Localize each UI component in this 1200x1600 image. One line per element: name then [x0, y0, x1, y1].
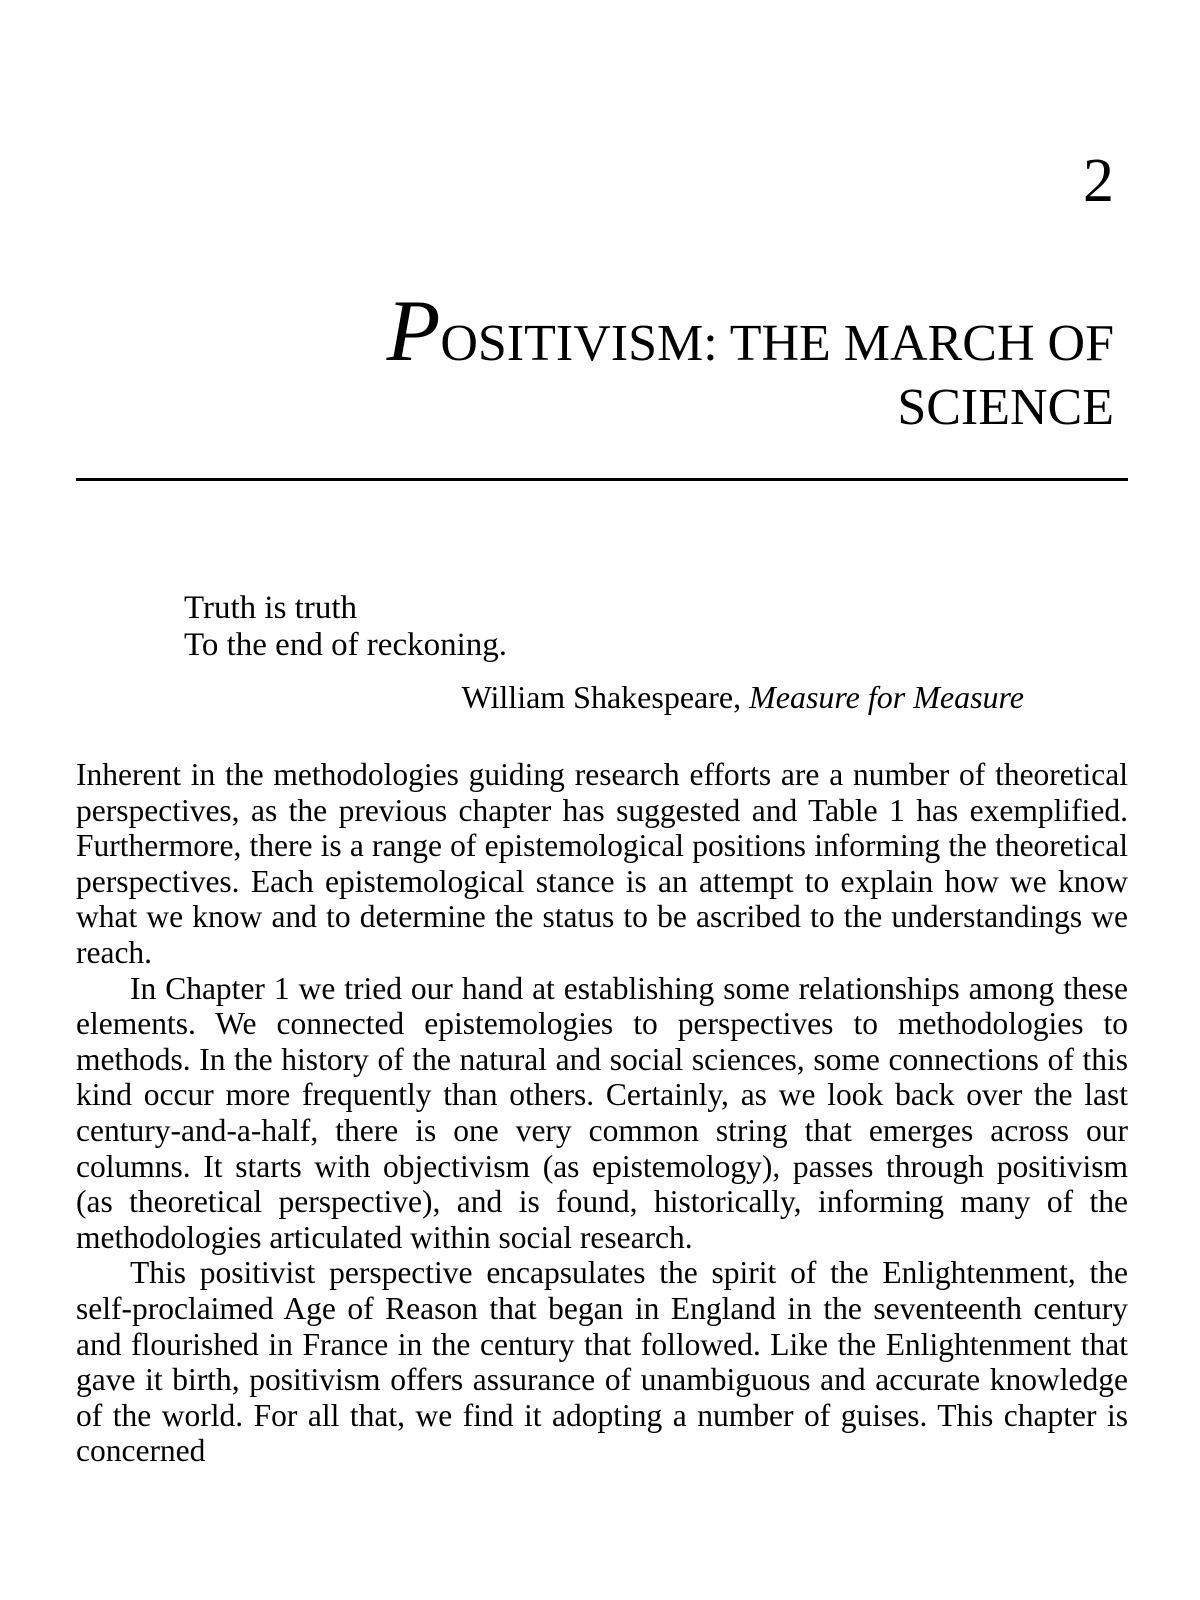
body-text: [76, 757, 1128, 1469]
chapter-title-line1: OSITIVISM: THE MARCH OF: [440, 315, 1114, 372]
epigraph-author: William Shakespeare,: [461, 679, 750, 715]
chapter-title-line2: SCIENCE: [897, 379, 1114, 436]
chapter-title: [214, 283, 1114, 440]
title-rule: [76, 478, 1128, 481]
chapter-title-initial: P: [386, 283, 441, 380]
epigraph-line-1: Truth is truth: [184, 590, 357, 626]
chapter-number: 2: [1083, 147, 1114, 215]
paragraph-2: In Chapter 1 we tried our hand at establishing some relationships among these elements. We connected epistemologies to perspectives to methodologies to methods. In the history of the natural and social sciences, some connections of this kind occur more frequently than others. Certainly, as we look back over the last century-and-a-half, there is one very common string that emerges across our columns. It starts with objectivism (as epistemology), passes through positivism (as theoretical perspective), and is found, historically, informing many of the methodologies articulated within social research.: [76, 970, 1128, 1255]
epigraph-attribution: [462, 679, 1024, 716]
epigraph: [184, 590, 507, 664]
epigraph-work: Measure for Measure: [749, 679, 1024, 715]
epigraph-line-2: To the end of reckoning.: [184, 627, 508, 663]
paragraph-3: This positivist perspective encapsulates the spirit of the Enlightenment, the self-proclaimed Age of Reason that began in England in the seventeenth century and flourished in France in the century that followed. Like the Enlightenment that gave it birth, positivism offers assurance of unambiguous and accurate knowledge of the world. For all that, we find it adopting a number of guises. This chapter is concerned: [76, 1255, 1128, 1469]
paragraph-1: Inherent in the methodologies guiding research efforts are a number of theoretical perspectives, as the previous chapter has suggested and Table 1 has exemplified. Furthermore, there is a range of epistemological positions informing the theoretical perspectives. Each epistemological stance is an attempt to explain how we know what we know and to determine the status to be ascribed to the understandings we reach.: [76, 757, 1128, 970]
